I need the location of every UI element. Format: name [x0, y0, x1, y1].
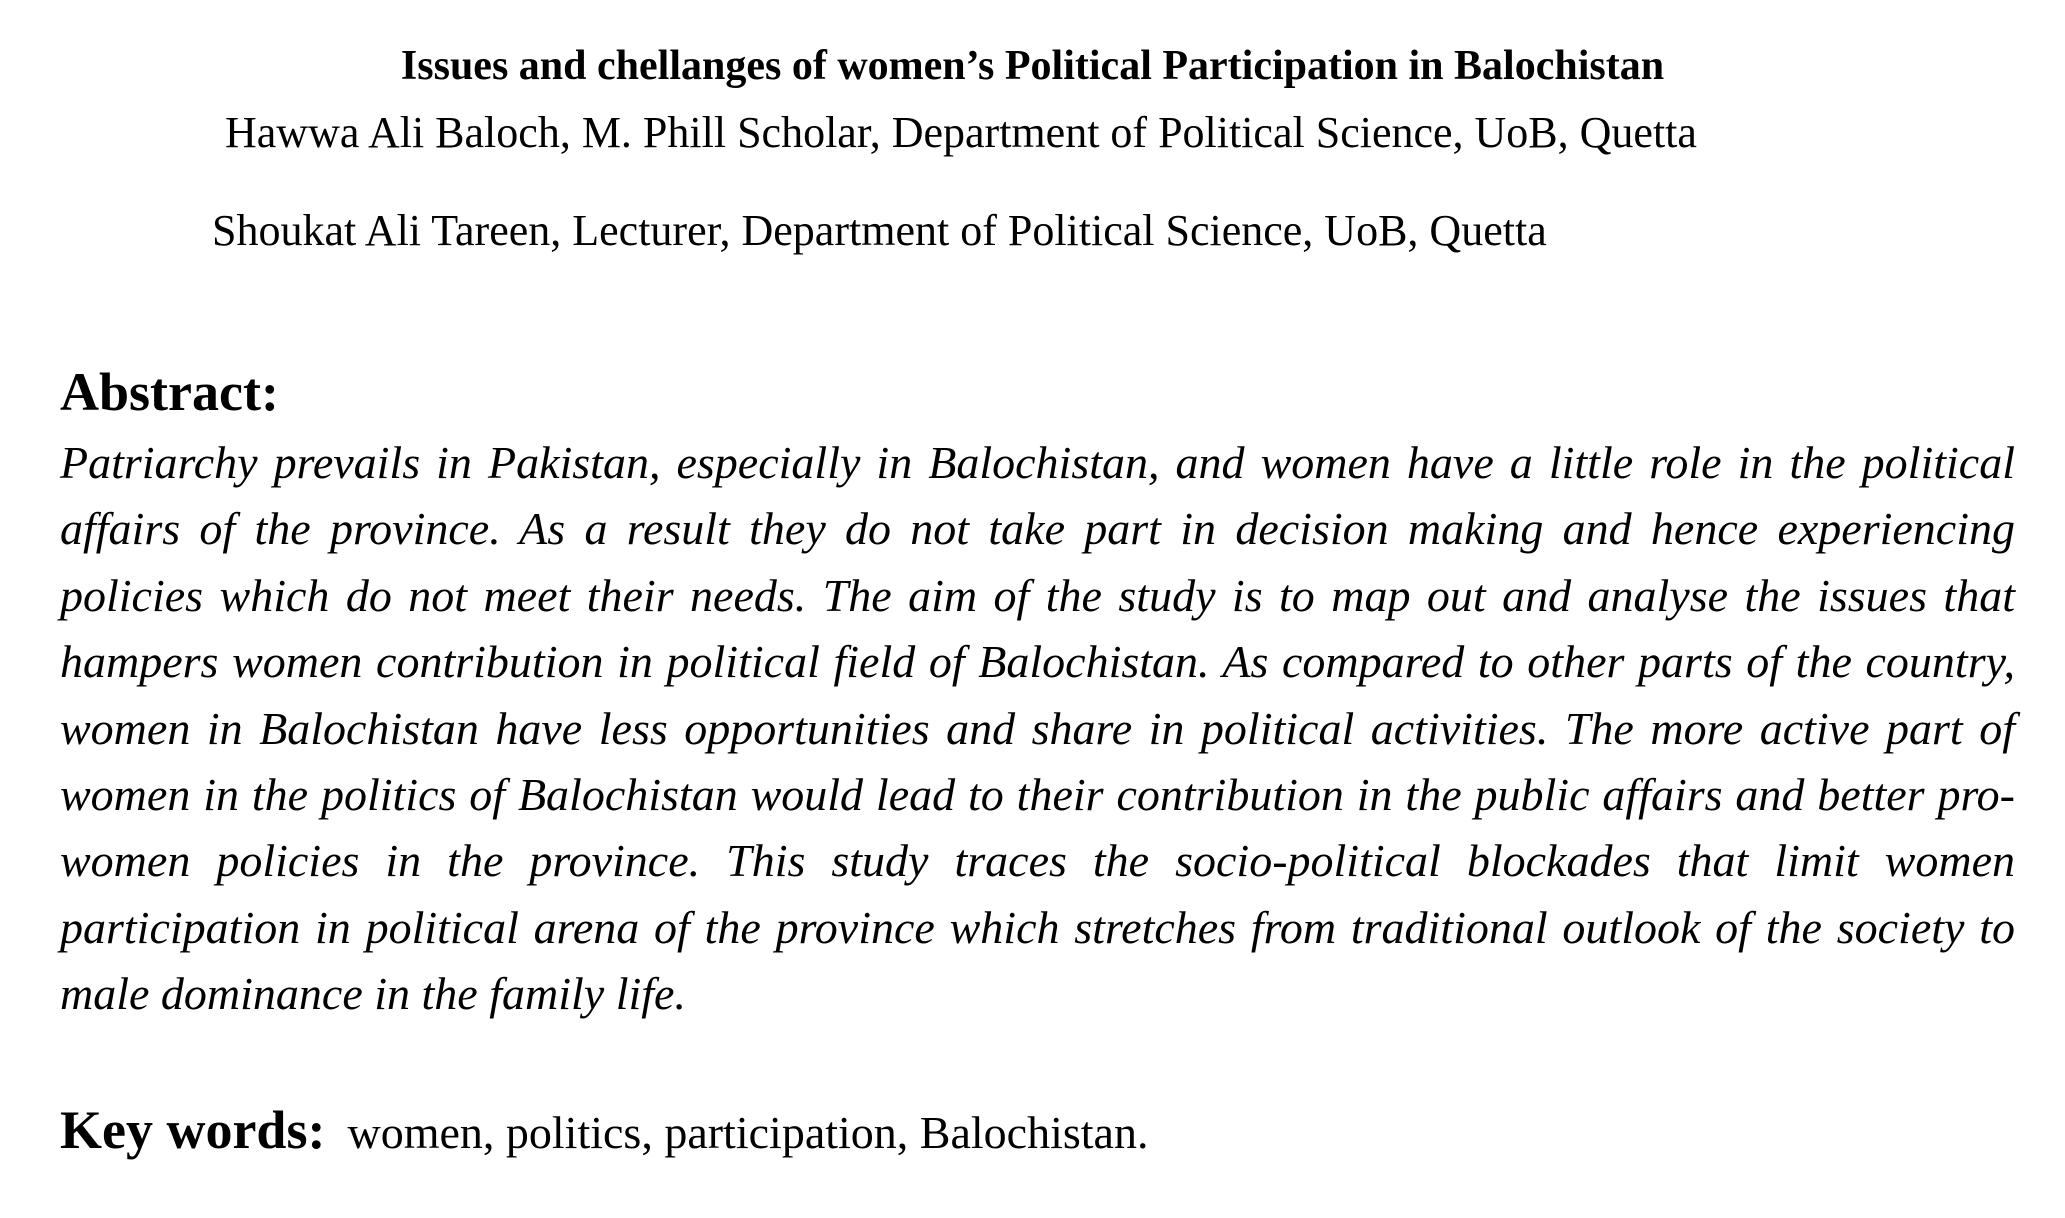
keywords-label: Key words:	[60, 1100, 326, 1160]
abstract-body: Patriarchy prevails in Pakistan, especially in Balochistan, and women have a little role in the political affairs of the province. As a result they do not take part in decision making and hence experiencing policies which do not meet their needs. The aim of the study is to map out and analyse the issues that hampers women contribution in political field of Balochistan. As compared to other parts of the country, women in Balochistan have less opportunities and share in political activities. The more active part of women in the politics of Balochistan would lead to their contribution in the public affairs and better pro-women policies in the province. This study traces the socio-political blockades that limit women participation in political arena of the province which stretches from traditional outlook of the society to male dominance in the family life.	[60, 437, 2015, 1020]
abstract-heading: Abstract:	[60, 362, 279, 422]
paper-title: Issues and chellanges of women’s Political Participation in Balochistan	[400, 43, 1665, 89]
keywords-value: women, politics, participation, Balochistan.	[347, 1107, 1149, 1158]
author-line-2: Shoukat Ali Tareen, Lecturer, Department of Political Science, UoB, Quetta	[212, 206, 1547, 255]
author-line-1: Hawwa Ali Baloch, M. Phill Scholar, Department of Political Science, UoB, Quetta	[225, 108, 1697, 157]
keywords-section	[60, 1098, 1148, 1165]
